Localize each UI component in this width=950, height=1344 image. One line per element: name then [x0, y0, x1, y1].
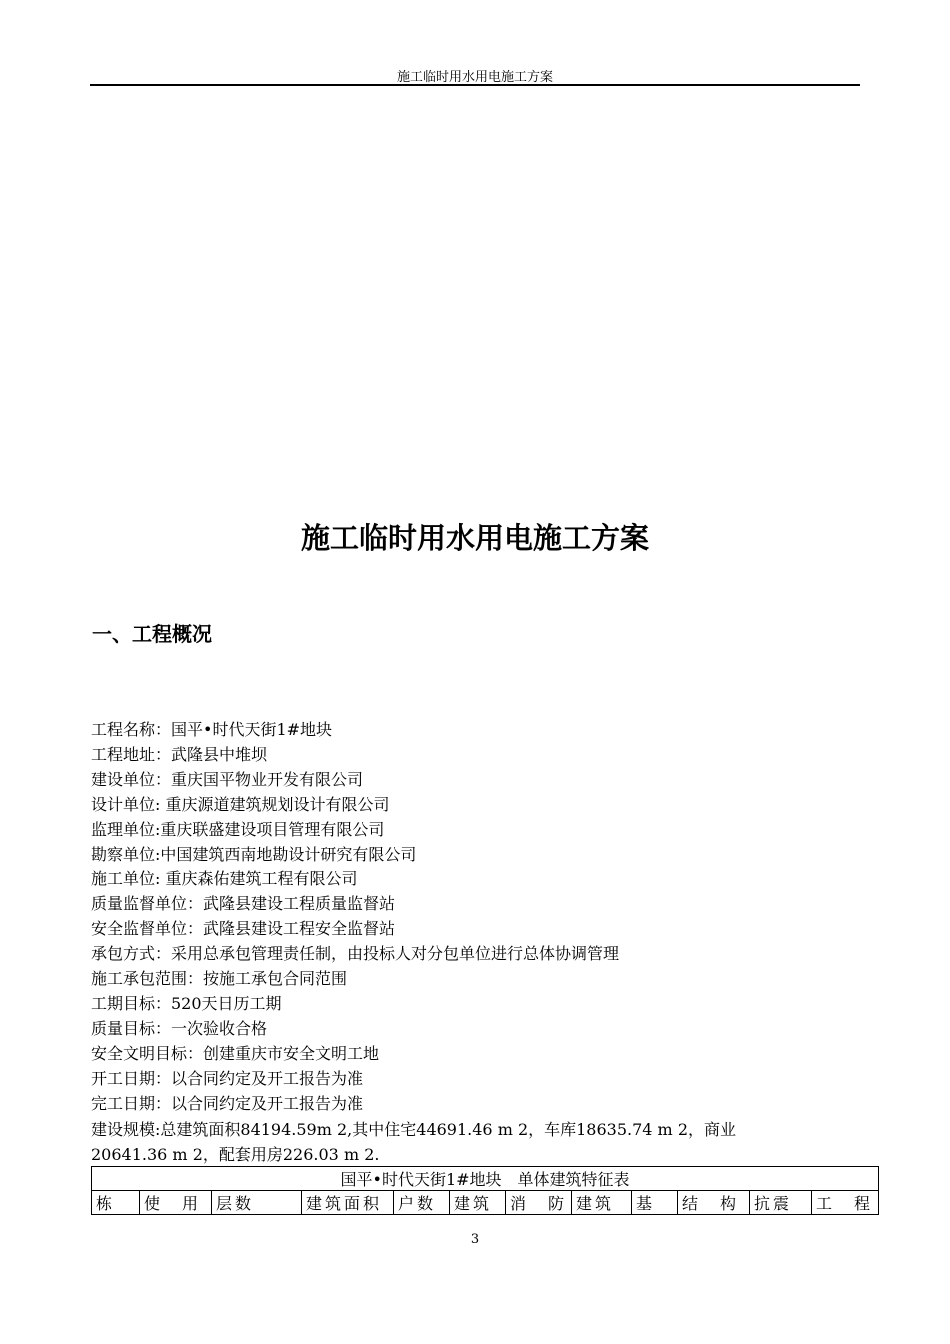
column-header: 工 程	[812, 1191, 879, 1215]
column-header: 建筑	[450, 1191, 506, 1215]
info-line: 安全监督单位：武隆县建设工程安全监督站	[91, 919, 396, 939]
page-number: 3	[470, 1232, 480, 1247]
scale-line: 建设规模:总建筑面积84194.59m 2,其中住宅44691.46 m 2，车库18635.74 m 2，商业	[91, 1120, 736, 1139]
info-line: 承包方式：采用总承包管理责任制，由投标人对分包单位进行总体协调管理	[91, 944, 620, 964]
info-line: 施工承包范围：按施工承包合同范围	[91, 969, 348, 989]
running-header: 施工临时用水用电施工方案	[396, 70, 553, 85]
info-line: 监理单位:重庆联盛建设项目管理有限公司	[91, 819, 385, 839]
scale-line: 20641.36 m 2，配套用房226.03 m 2.	[91, 1144, 380, 1164]
building-feature-table	[91, 1166, 879, 1215]
section-heading: 一、工程概况	[92, 622, 212, 646]
info-line: 工期目标：520天日历工期	[91, 993, 282, 1013]
info-line: 勘察单位:中国建筑西南地勘设计研究有限公司	[91, 844, 417, 864]
table-caption: 国平•时代天街1#地块 单体建筑特征表	[92, 1167, 879, 1191]
column-header: 抗震	[750, 1191, 812, 1215]
column-header: 建筑	[572, 1191, 632, 1215]
table-header-row	[92, 1191, 879, 1215]
column-header: 使 用	[140, 1191, 212, 1215]
column-header: 消 防	[506, 1191, 572, 1215]
column-header: 层数	[212, 1191, 302, 1215]
info-line: 建设单位：重庆国平物业开发有限公司	[91, 769, 364, 789]
table-caption-row	[92, 1167, 879, 1191]
info-line: 安全文明目标：创建重庆市安全文明工地	[91, 1043, 380, 1063]
info-line: 质量目标：一次验收合格	[91, 1018, 268, 1038]
document-title: 施工临时用水用电施工方案	[300, 521, 649, 555]
column-header: 结 构	[678, 1191, 750, 1215]
column-header: 栋	[92, 1191, 140, 1215]
info-line: 开工日期：以合同约定及开工报告为准	[91, 1068, 364, 1088]
construction-scale-paragraph	[91, 1118, 861, 1168]
info-line: 施工单位: 重庆森佑建筑工程有限公司	[91, 869, 358, 889]
info-line: 工程名称：国平•时代天街1#地块	[91, 720, 333, 739]
project-info-list	[91, 718, 861, 1117]
info-line: 设计单位: 重庆源道建筑规划设计有限公司	[91, 794, 390, 814]
info-line: 工程地址：武隆县中堆坝	[91, 744, 268, 764]
column-header: 基	[632, 1191, 678, 1215]
info-line: 质量监督单位：武隆县建设工程质量监督站	[91, 894, 396, 914]
column-header: 建筑面积	[302, 1191, 394, 1215]
header-rule	[90, 84, 860, 86]
info-line: 完工日期：以合同约定及开工报告为准	[91, 1093, 364, 1113]
column-header: 户数	[394, 1191, 450, 1215]
